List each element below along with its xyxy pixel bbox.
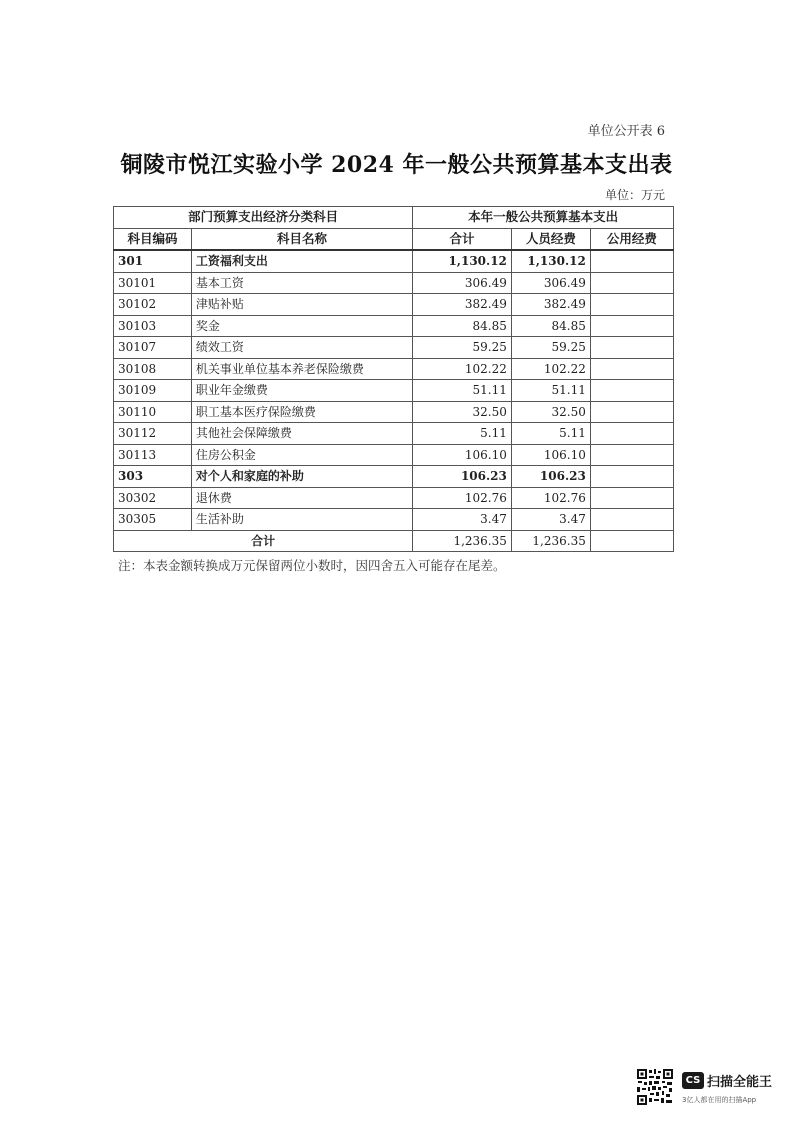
col-header-code: 科目编码 bbox=[114, 228, 192, 250]
cell-personnel: 84.85 bbox=[511, 315, 590, 337]
table-row bbox=[114, 358, 674, 380]
cell-public bbox=[590, 358, 673, 380]
group-header-classification: 部门预算支出经济分类科目 bbox=[114, 207, 413, 229]
budget-table bbox=[113, 206, 674, 552]
cell-total: 51.11 bbox=[413, 380, 512, 402]
cell-public bbox=[590, 294, 673, 316]
cell-code: 30113 bbox=[114, 444, 192, 466]
cell-personnel: 3.47 bbox=[511, 509, 590, 531]
table-row bbox=[114, 337, 674, 359]
table-row bbox=[114, 509, 674, 531]
table-row bbox=[114, 272, 674, 294]
cell-total: 102.76 bbox=[413, 487, 512, 509]
cell-total: 306.49 bbox=[413, 272, 512, 294]
table-row bbox=[114, 401, 674, 423]
cell-public bbox=[590, 315, 673, 337]
cell-public bbox=[590, 380, 673, 402]
group-header-row bbox=[114, 207, 674, 229]
cs-logo-icon: CS bbox=[682, 1072, 704, 1089]
cell-name: 奖金 bbox=[191, 315, 412, 337]
table-row bbox=[114, 487, 674, 509]
cell-code: 30107 bbox=[114, 337, 192, 359]
cell-public bbox=[590, 444, 673, 466]
cell-code: 30112 bbox=[114, 423, 192, 445]
cell-personnel: 51.11 bbox=[511, 380, 590, 402]
cell-name: 职工基本医疗保险缴费 bbox=[191, 401, 412, 423]
cell-public bbox=[590, 337, 673, 359]
summary-personnel: 1,236.35 bbox=[511, 530, 590, 552]
cell-total: 106.23 bbox=[413, 466, 512, 488]
cell-code: 30101 bbox=[114, 272, 192, 294]
summary-label: 合计 bbox=[114, 530, 413, 552]
cell-personnel: 5.11 bbox=[511, 423, 590, 445]
cell-name: 退休费 bbox=[191, 487, 412, 509]
cell-code: 30302 bbox=[114, 487, 192, 509]
cell-code: 30102 bbox=[114, 294, 192, 316]
summary-public bbox=[590, 530, 673, 552]
cell-name: 津贴补贴 bbox=[191, 294, 412, 316]
cell-total: 382.49 bbox=[413, 294, 512, 316]
table-row bbox=[114, 250, 674, 272]
cell-total: 1,130.12 bbox=[413, 250, 512, 272]
col-header-personnel: 人员经费 bbox=[511, 228, 590, 250]
cell-personnel: 106.23 bbox=[511, 466, 590, 488]
cell-total: 84.85 bbox=[413, 315, 512, 337]
cell-personnel: 102.22 bbox=[511, 358, 590, 380]
table-row bbox=[114, 466, 674, 488]
summary-row bbox=[114, 530, 674, 552]
cell-public bbox=[590, 250, 673, 272]
unit-label: 单位：万元 bbox=[604, 188, 665, 202]
cell-total: 106.10 bbox=[413, 444, 512, 466]
cell-public bbox=[590, 272, 673, 294]
cell-personnel: 59.25 bbox=[511, 337, 590, 359]
cell-total: 3.47 bbox=[413, 509, 512, 531]
cell-code: 30103 bbox=[114, 315, 192, 337]
brand-tagline: 3亿人都在用的扫描App bbox=[682, 1096, 757, 1104]
cell-personnel: 32.50 bbox=[511, 401, 590, 423]
cell-total: 32.50 bbox=[413, 401, 512, 423]
table-row bbox=[114, 444, 674, 466]
cell-total: 59.25 bbox=[413, 337, 512, 359]
cell-code: 301 bbox=[114, 250, 192, 272]
cell-total: 102.22 bbox=[413, 358, 512, 380]
cell-public bbox=[590, 466, 673, 488]
footnote: 注：本表金额转换成万元保留两位小数时，因四舍五入可能存在尾差。 bbox=[118, 558, 506, 573]
cell-public bbox=[590, 509, 673, 531]
table-row bbox=[114, 315, 674, 337]
cell-code: 30305 bbox=[114, 509, 192, 531]
cell-personnel: 1,130.12 bbox=[511, 250, 590, 272]
scanner-watermark bbox=[636, 1068, 782, 1110]
cell-name: 对个人和家庭的补助 bbox=[191, 466, 412, 488]
cell-name: 生活补助 bbox=[191, 509, 412, 531]
table-row bbox=[114, 294, 674, 316]
table-row bbox=[114, 380, 674, 402]
col-header-name: 科目名称 bbox=[191, 228, 412, 250]
cell-personnel: 102.76 bbox=[511, 487, 590, 509]
cell-name: 机关事业单位基本养老保险缴费 bbox=[191, 358, 412, 380]
cell-total: 5.11 bbox=[413, 423, 512, 445]
col-header-public: 公用经费 bbox=[590, 228, 673, 250]
table-body bbox=[114, 250, 674, 552]
brand-name: 扫描全能王 bbox=[707, 1075, 773, 1090]
table-row bbox=[114, 423, 674, 445]
cell-name: 职业年金缴费 bbox=[191, 380, 412, 402]
cell-name: 住房公积金 bbox=[191, 444, 412, 466]
group-header-expenditure: 本年一般公共预算基本支出 bbox=[413, 207, 674, 229]
cell-public bbox=[590, 401, 673, 423]
cell-code: 30108 bbox=[114, 358, 192, 380]
cell-personnel: 106.10 bbox=[511, 444, 590, 466]
cell-personnel: 382.49 bbox=[511, 294, 590, 316]
cell-name: 基本工资 bbox=[191, 272, 412, 294]
form-number: 单位公开表 6 bbox=[587, 124, 665, 139]
col-header-total: 合计 bbox=[413, 228, 512, 250]
qr-code-icon bbox=[636, 1068, 674, 1106]
cell-name: 其他社会保障缴费 bbox=[191, 423, 412, 445]
cell-code: 30110 bbox=[114, 401, 192, 423]
cell-personnel: 306.49 bbox=[511, 272, 590, 294]
cell-name: 工资福利支出 bbox=[191, 250, 412, 272]
cell-code: 30109 bbox=[114, 380, 192, 402]
page-title: 铜陵市悦江实验小学 2024 年一般公共预算基本支出表 bbox=[120, 152, 673, 178]
cell-name: 绩效工资 bbox=[191, 337, 412, 359]
column-header-row bbox=[114, 228, 674, 250]
summary-total: 1,236.35 bbox=[413, 530, 512, 552]
cell-public bbox=[590, 487, 673, 509]
cell-code: 303 bbox=[114, 466, 192, 488]
cell-public bbox=[590, 423, 673, 445]
